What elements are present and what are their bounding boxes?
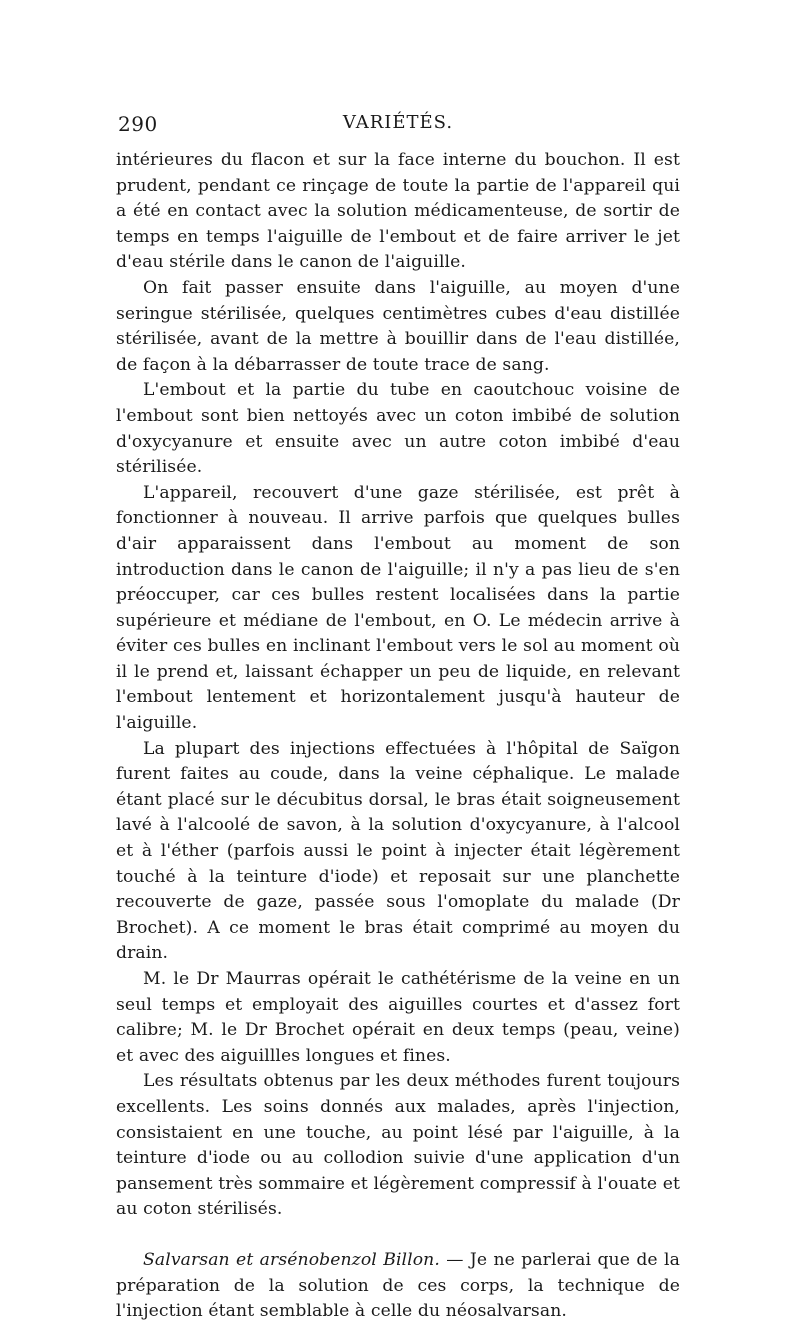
paragraph-3: L'embout et la partie du tube en caoutchouc voisine de l'embout sont bien nettoyés avec un coton imbibé de solution d'oxycyanure et ensuite avec un autre coton imbibé d'eau stérilisée. (116, 380, 680, 478)
page-number: 290 (118, 112, 158, 136)
running-title: VARIÉTÉS. (342, 112, 454, 133)
section-lead-text: — Je ne parlerai que de la préparation de la solution de ces corps, la technique de l'injection étant semblable à celle du néosalvarsan. (116, 1249, 680, 1322)
paragraph-4: L'appareil, recouvert d'une gaze stérilisée, est prêt à fonctionner à nouveau. Il arrive parfois que quelques bulles d'air apparaissent dans l'embout au moment de son introduction dans le canon de l'aiguille; il n'y a pas lieu de s'en préoccuper, car ces bulles restent localisées dans la partie supérieure et médiane de l'embout, en O. Le médecin arrive à éviter ces bulles en inclinant l'embout vers le sol au moment où il le prend et, laissant échapper un peu de liquide, en relevant l'embout lentement et horizontalement jusqu'à hauteur de l'aiguille. (116, 482, 680, 734)
section-gap (116, 1223, 680, 1248)
paragraph-2: On fait passer ensuite dans l'aiguille, au moyen d'une seringue stérilisée, quelques centimètres cubes d'eau distillée stérilisée, avant de la mettre à bouillir dans de l'eau distillée, de façon à la débarrasser de toute trace de sang. (116, 277, 680, 375)
paragraph-7: Les résultats obtenus par les deux méthodes furent toujours excellents. Les soins donnés aux malades, après l'injection, consistaient en une touche, au point lésé par l'aiguille, à la teinture d'iode ou au collodion suivie d'une application d'un pansement très sommaire et légèrement compressif à l'ouate et au coton stérilisés. (116, 1071, 680, 1220)
section-lead-italic: Salvarsan et arsénobenzol Billon. (143, 1249, 440, 1270)
paragraph-5: La plupart des injections effectuées à l'hôpital de Saïgon furent faites au coude, dans la veine céphalique. Le malade étant placé sur le décubitus dorsal, le bras était soigneusement lavé à l'alcoolé de savon, à la solution d'oxycyanure, à l'alcool et à l'éther (parfois aussi le point à injecter était légèrement touché à la teinture d'iode) et reposait sur une planchette recouverte de gaze, passée sous l'omoplate du malade (Dr Brochet). A ce moment le bras était comprimé au moyen du drain. (116, 738, 680, 964)
paragraph-1: intérieures du flacon et sur la face interne du bouchon. Il est prudent, pendant ce rinçage de toute la partie de l'appareil qui a été en contact avec la solution médicamenteuse, de sortir de temps en temps l'aiguille de l'embout et de faire arriver le jet d'eau stérile dans le canon de l'aiguille. (116, 150, 680, 273)
body-text (116, 148, 680, 1325)
page-header (118, 112, 678, 142)
paragraph-salvarsan (116, 1248, 680, 1325)
paragraph-6: M. le Dr Maurras opérait le cathétérisme de la veine en un seul temps et employait des aiguilles courtes et d'assez fort calibre; M. le Dr Brochet opérait en deux temps (peau, veine) et avec des aiguillles longues et fines. (116, 969, 680, 1066)
